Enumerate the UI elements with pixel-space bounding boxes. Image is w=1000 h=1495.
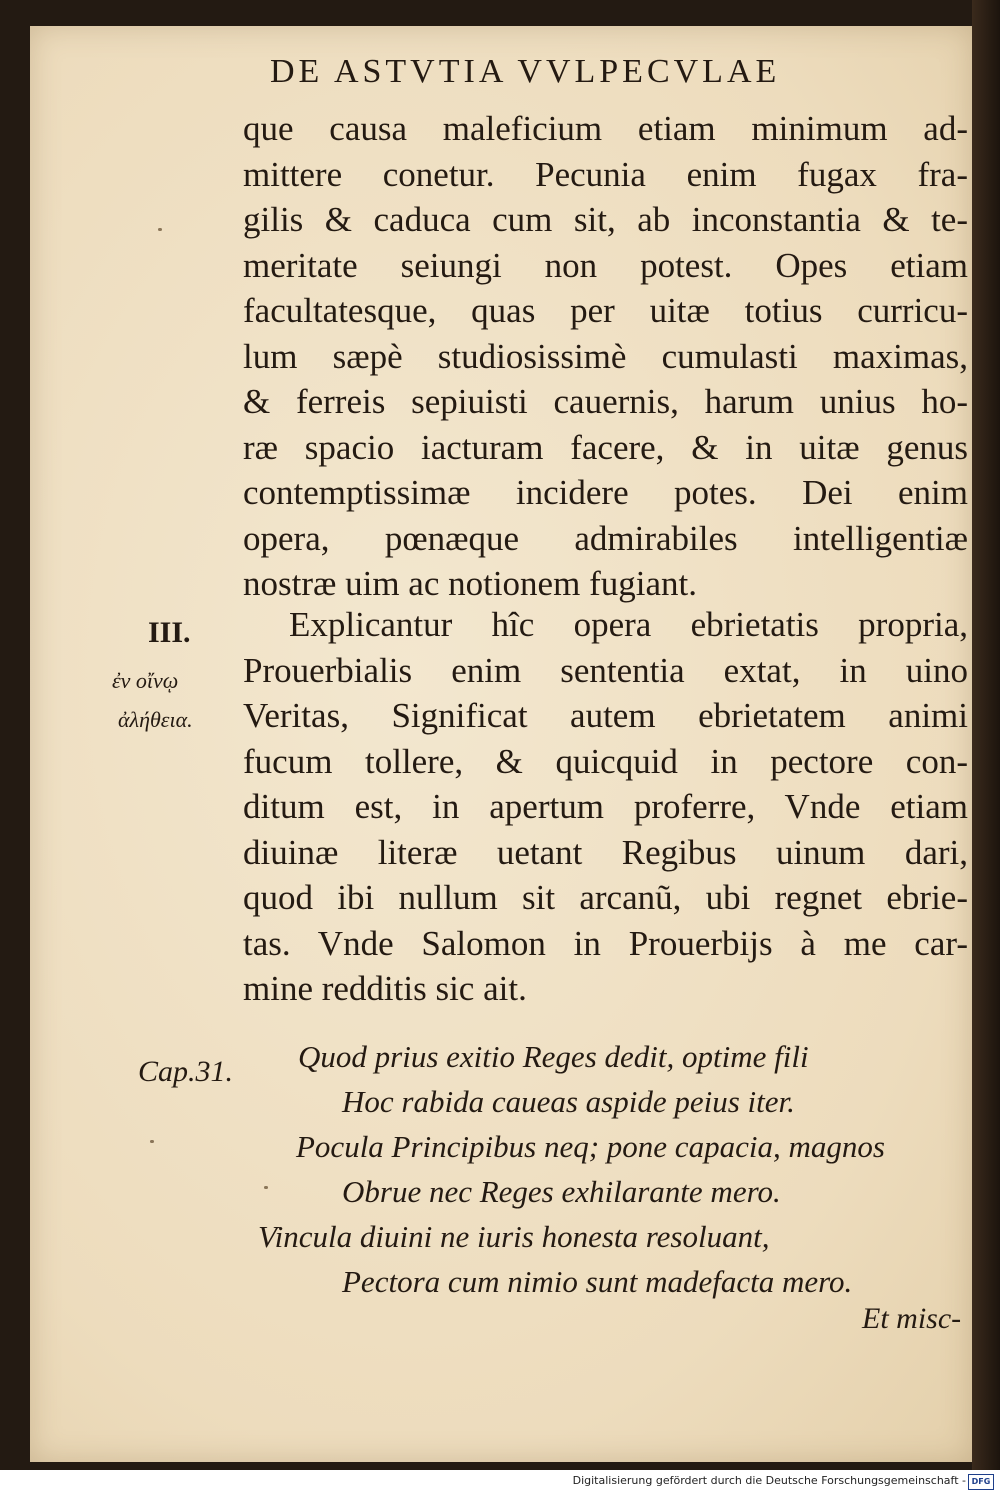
- text-line: quod ibi nullum sit arcanũ, ubi regnet ebrie-: [243, 878, 968, 917]
- verse-line: Hoc rabida caueas aspide peius iter.: [342, 1084, 795, 1119]
- paragraph-2: [243, 602, 968, 1012]
- funding-notice: Digitalisierung gefördert durch die Deutsche Forschungsgemeinschaft -: [572, 1474, 966, 1487]
- paper-speck: [150, 1140, 154, 1143]
- text-line: opera, pœnæque admirabiles intelligentiæ: [243, 518, 968, 558]
- text-line: diuinæ literæ uetant Regibus uinum dari,: [243, 832, 968, 872]
- margin-greek-note-line1: ἐν οἴνῳ: [112, 668, 179, 693]
- margin-section-number: III.: [148, 616, 191, 649]
- verse-line: Pectora cum nimio sunt madefacta mero.: [342, 1264, 853, 1299]
- verse-line: Quod prius exitio Reges dedit, optime fili: [298, 1039, 809, 1074]
- text-line: mittere conetur. Pecunia enim fugax fra-: [243, 154, 968, 194]
- paper-speck: [264, 1186, 268, 1189]
- text-line: ditum est, in apertum proferre, Vnde etiam: [243, 787, 968, 826]
- text-line: Prouerbialis enim sententia extat, in uino: [243, 650, 968, 690]
- text-line: Explicantur hîc opera ebrietatis propria,: [289, 605, 968, 644]
- text-line: Veritas, Significat autem ebrietatem animi: [243, 696, 968, 735]
- text-line: gilis & caduca cum sit, ab inconstantia & te-: [243, 200, 968, 239]
- verse-line: Vincula diuini ne iuris honesta resoluant,: [258, 1219, 770, 1254]
- text-line: ræ spacio iacturam facere, & in uitæ genus: [243, 427, 968, 467]
- paper-speck: [158, 228, 162, 231]
- margin-greek-note-line2: ἀλήθεια.: [118, 707, 193, 732]
- text-line: & ferreis sepiuisti cauernis, harum unius ho-: [243, 382, 968, 421]
- text-line: fucum tollere, & quicquid in pectore con-: [243, 741, 968, 781]
- paragraph-1: [243, 106, 968, 607]
- margin-chapter-reference: Cap.31.: [138, 1055, 234, 1088]
- text-line: tas. Vnde Salomon in Prouerbijs à me car-: [243, 923, 968, 963]
- running-head: DE ASTVTIA VVLPECVLAE: [270, 53, 781, 90]
- text-line: meritate seiungi non potest. Opes etiam: [243, 245, 968, 285]
- text-line: mine redditis sic ait.: [243, 969, 527, 1008]
- text-line: contemptissimæ incidere potes. Dei enim: [243, 473, 968, 512]
- book-edge: [972, 0, 1000, 1470]
- digitization-footer: [0, 1470, 1000, 1495]
- verse-line: Pocula Principibus neq; pone capacia, magnos: [296, 1129, 885, 1164]
- text-line: facultatesque, quas per uitæ totius curricu-: [243, 291, 968, 330]
- dfg-logo-icon: DFG: [968, 1474, 994, 1490]
- text-line: nostræ uim ac notionem fugiant.: [243, 564, 697, 603]
- catchword: Et misc-: [862, 1302, 962, 1335]
- verse-block: [250, 1034, 970, 1304]
- verse-line: Obrue nec Reges exhilarante mero.: [342, 1174, 781, 1209]
- text-line: lum sæpè studiosissimè cumulasti maximas,: [243, 336, 968, 376]
- text-line: que causa maleficium etiam minimum ad-: [243, 109, 968, 148]
